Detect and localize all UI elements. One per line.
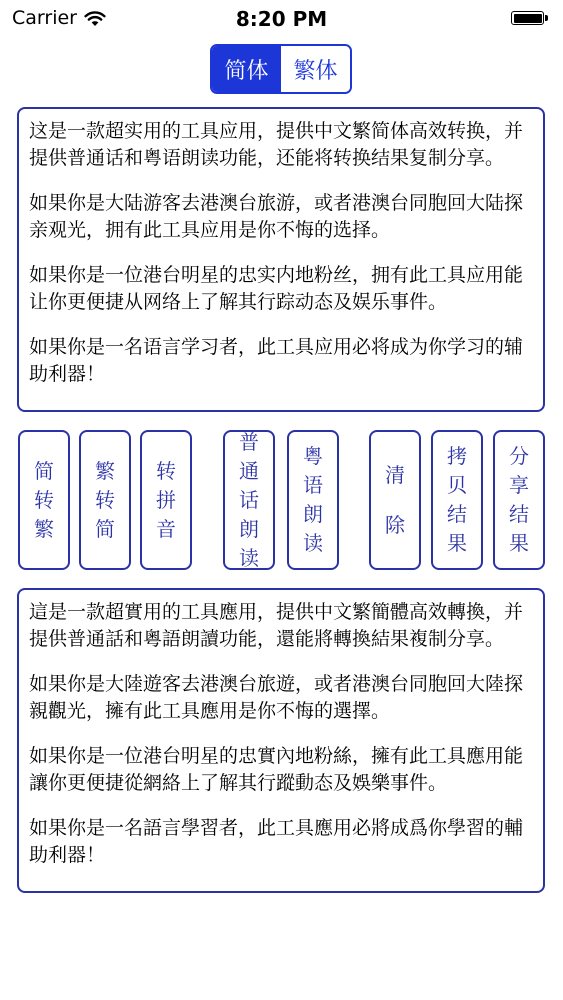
action-button-row: [0, 430, 563, 570]
output-paragraph: 如果你是一位港台明星的忠實內地粉絲，擁有此工具應用能讓你更便捷從網絡上了解其行蹤動态及娛樂事件。: [29, 745, 524, 794]
clear-button[interactable]: [369, 430, 421, 570]
button-label: 分享结果: [509, 444, 529, 555]
trad-to-simp-button[interactable]: [79, 430, 131, 570]
button-label: 转拼音: [156, 458, 176, 541]
button-label: 简转繁: [34, 458, 54, 541]
output-paragraph: 如果你是一名語言學習者，此工具應用必將成爲你學習的輔助利器！: [29, 817, 524, 866]
button-label: 拷贝结果: [447, 444, 467, 555]
battery-icon: [511, 11, 549, 26]
to-pinyin-button[interactable]: [140, 430, 192, 570]
button-label: 清除: [385, 463, 405, 537]
input-paragraph: 如果你是一位港台明星的忠实内地粉丝，拥有此工具应用能让你更便捷从网络上了解其行踪动态及娱乐事件。: [29, 264, 524, 313]
share-result-button[interactable]: [493, 430, 545, 570]
segment-simplified[interactable]: 简体: [212, 46, 281, 92]
button-label: 繁转简: [95, 458, 115, 541]
status-bar: [0, 0, 563, 40]
clock: 8:20 PM: [235, 7, 328, 31]
input-paragraph: 如果你是大陆游客去港澳台旅游，或者港澳台同胞回大陆探亲观光，拥有此工具应用是你不悔的选择。: [29, 192, 524, 241]
output-text-area[interactable]: [17, 588, 545, 893]
segment-traditional[interactable]: 繁体: [281, 46, 350, 92]
mandarin-read-button[interactable]: [223, 430, 275, 570]
copy-result-button[interactable]: [431, 430, 483, 570]
simp-to-trad-button[interactable]: [18, 430, 70, 570]
input-paragraph: 如果你是一名语言学习者，此工具应用必将成为你学习的辅助利器！: [29, 336, 524, 385]
input-text-area[interactable]: [17, 107, 545, 412]
carrier-label: Carrier: [12, 7, 77, 29]
button-label: 粤语朗读: [303, 444, 323, 555]
script-segmented-control: [210, 44, 352, 94]
output-paragraph: 如果你是大陸遊客去港澳台旅遊，或者港澳台同胞回大陸探親觀光，擁有此工具應用是你不悔的選擇。: [29, 673, 524, 722]
input-paragraph: 这是一款超实用的工具应用，提供中文繁简体高效转换，并提供普通话和粤语朗读功能，还能将转换结果复制分享。: [29, 120, 524, 169]
cantonese-read-button[interactable]: [287, 430, 339, 570]
output-paragraph: 這是一款超實用的工具應用，提供中文繁簡體高效轉換，并提供普通話和粵語朗讀功能，還能將轉換結果複制分享。: [29, 601, 524, 650]
button-label: 普通话朗读: [239, 429, 259, 570]
